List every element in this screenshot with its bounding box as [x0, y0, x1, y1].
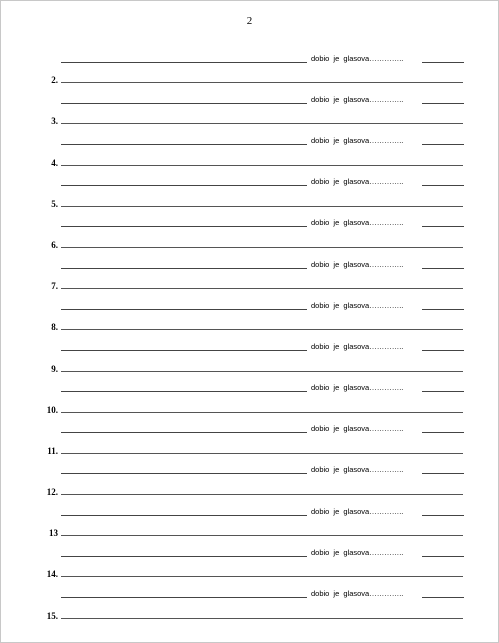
candidate-number: 15. — [46, 610, 58, 621]
vote-line — [1, 127, 498, 148]
vote-phrase: dobio je glasova………….. — [311, 53, 404, 63]
candidate-line — [1, 601, 498, 622]
vote-count-blank-rule — [422, 391, 464, 392]
name-blank-rule — [61, 473, 307, 474]
vote-count-blank-rule — [422, 144, 464, 145]
candidate-number: 7. — [51, 281, 58, 292]
candidate-line — [1, 519, 498, 540]
vote-phrase: dobio je glasova………….. — [311, 589, 404, 599]
ballot-rows — [1, 45, 498, 622]
vote-count-blank-rule — [422, 103, 464, 104]
name-blank-rule — [61, 62, 307, 63]
candidate-number: 6. — [51, 239, 58, 250]
candidate-number: 3. — [51, 116, 58, 127]
vote-count-blank-rule — [422, 268, 464, 269]
candidate-line — [1, 477, 498, 498]
name-blank-rule — [61, 103, 307, 104]
name-blank-rule — [61, 309, 307, 310]
candidate-blank-rule — [61, 82, 463, 83]
name-blank-rule — [61, 391, 307, 392]
vote-line — [1, 539, 498, 560]
candidate-blank-rule — [61, 412, 463, 413]
candidate-number: 8. — [51, 322, 58, 333]
candidate-blank-rule — [61, 535, 463, 536]
vote-line — [1, 45, 498, 66]
vote-count-blank-rule — [422, 309, 464, 310]
candidate-line — [1, 436, 498, 457]
candidate-blank-rule — [61, 329, 463, 330]
vote-line — [1, 86, 498, 107]
vote-line — [1, 416, 498, 437]
vote-phrase: dobio je glasova………….. — [311, 547, 404, 557]
candidate-line — [1, 354, 498, 375]
name-blank-rule — [61, 226, 307, 227]
vote-phrase: dobio je glasova………….. — [311, 177, 404, 187]
candidate-number: 14. — [46, 569, 58, 580]
vote-count-blank-rule — [422, 556, 464, 557]
vote-line — [1, 333, 498, 354]
candidate-line — [1, 66, 498, 87]
candidate-blank-rule — [61, 618, 463, 619]
vote-count-blank-rule — [422, 515, 464, 516]
name-blank-rule — [61, 350, 307, 351]
candidate-number: 2. — [51, 75, 58, 86]
candidate-blank-rule — [61, 494, 463, 495]
name-blank-rule — [61, 144, 307, 145]
candidate-blank-rule — [61, 165, 463, 166]
candidate-blank-rule — [61, 576, 463, 577]
candidate-line — [1, 230, 498, 251]
vote-phrase: dobio je glasova………….. — [311, 341, 404, 351]
candidate-line — [1, 560, 498, 581]
candidate-line — [1, 395, 498, 416]
candidate-line — [1, 148, 498, 169]
candidate-blank-rule — [61, 206, 463, 207]
name-blank-rule — [61, 185, 307, 186]
candidate-blank-rule — [61, 288, 463, 289]
vote-line — [1, 169, 498, 190]
name-blank-rule — [61, 515, 307, 516]
vote-count-blank-rule — [422, 432, 464, 433]
vote-count-blank-rule — [422, 185, 464, 186]
candidate-number: 5. — [51, 198, 58, 209]
candidate-number: 13 — [49, 528, 58, 539]
name-blank-rule — [61, 597, 307, 598]
page-number: 2 — [246, 15, 253, 27]
candidate-blank-rule — [61, 453, 463, 454]
vote-line — [1, 457, 498, 478]
candidate-blank-rule — [61, 123, 463, 124]
candidate-number: 4. — [51, 157, 58, 168]
candidate-number: 9. — [51, 363, 58, 374]
vote-count-blank-rule — [422, 597, 464, 598]
candidate-number: 11. — [47, 445, 58, 456]
candidate-number: 12. — [46, 487, 58, 498]
vote-line — [1, 210, 498, 231]
name-blank-rule — [61, 432, 307, 433]
vote-line — [1, 375, 498, 396]
vote-count-blank-rule — [422, 350, 464, 351]
vote-phrase: dobio je glasova………….. — [311, 506, 404, 516]
vote-line — [1, 580, 498, 601]
candidate-blank-rule — [61, 247, 463, 248]
candidate-line — [1, 313, 498, 334]
candidate-line — [1, 189, 498, 210]
vote-phrase: dobio je glasova………….. — [311, 94, 404, 104]
vote-phrase: dobio je glasova………….. — [311, 135, 404, 145]
vote-phrase: dobio je glasova………….. — [311, 259, 404, 269]
vote-phrase: dobio je glasova………….. — [311, 218, 404, 228]
vote-phrase: dobio je glasova………….. — [311, 465, 404, 475]
vote-line — [1, 498, 498, 519]
vote-phrase: dobio je glasova………….. — [311, 424, 404, 434]
name-blank-rule — [61, 556, 307, 557]
name-blank-rule — [61, 268, 307, 269]
candidate-line — [1, 272, 498, 293]
vote-count-blank-rule — [422, 62, 464, 63]
candidate-number: 10. — [46, 404, 58, 415]
vote-count-blank-rule — [422, 473, 464, 474]
candidate-line — [1, 107, 498, 128]
candidate-blank-rule — [61, 371, 463, 372]
vote-count-blank-rule — [422, 226, 464, 227]
vote-phrase: dobio je glasova………….. — [311, 300, 404, 310]
vote-line — [1, 251, 498, 272]
vote-line — [1, 292, 498, 313]
vote-phrase: dobio je glasova………….. — [311, 383, 404, 393]
